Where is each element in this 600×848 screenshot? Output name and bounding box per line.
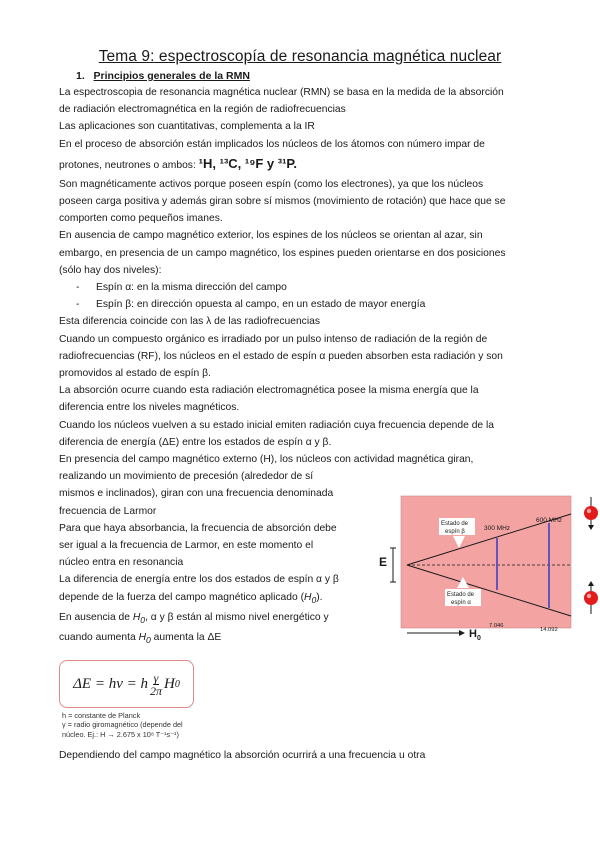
h0-axis-label: H — [469, 628, 477, 640]
energy-formula — [60, 661, 193, 707]
note-line: γ = radio giromagnético (depende del — [62, 720, 183, 730]
text-span: cuando aumenta — [59, 632, 139, 644]
formula-numerator: γ — [153, 670, 159, 685]
text-line: diferencia de energía (ΔE) entre los estados de espín α y β. — [59, 436, 332, 448]
text-line: Para que haya absorbancia, la frecuencia de absorción debe — [59, 522, 337, 534]
list-dash: - — [76, 282, 80, 294]
note-line: h = constante de Planck — [62, 711, 141, 720]
text-line: En presencia del campo magnético externo (H), los núcleos con actividad magnética giran, — [59, 454, 474, 466]
text-span: aumenta la ΔE — [150, 632, 222, 644]
text-span: depende de la fuerza del campo magnético aplicado ( — [59, 591, 304, 603]
alpha-label-line1: Estado de — [447, 592, 475, 598]
beta-label-line2: espín β — [445, 529, 465, 535]
text-line: diferencia entre los niveles magnéticos. — [59, 402, 240, 414]
list-item — [59, 279, 539, 296]
text-line: mismos e inclinados), giran con una frecuencia denominada — [59, 488, 334, 500]
formula-denominator: 2π — [150, 683, 163, 698]
beta-label-line1: Estado de — [441, 521, 469, 527]
nuclei-list: ¹H, ¹³C, ¹⁹F y ³¹P. — [198, 155, 298, 171]
text-line — [59, 153, 539, 176]
text-line: poseen carga positiva y además giran sobre sí mismos (movimiento de rotación) que hace que se — [59, 196, 506, 208]
formula-lhs: ΔE = hν = h — [73, 675, 148, 692]
freq-300-label: 300 MHz — [484, 525, 511, 532]
text-span: , α y β están al mismo nivel energético y — [145, 611, 329, 623]
text-line: embargo, en presencia de un campo magnético, los espines pueden orientarse en dos posiciones — [59, 247, 506, 259]
text-span: ). — [316, 591, 323, 603]
text-line: radiofrecuencias (RF), los núcleos en el estado de espín α pueden absorben esta radiación y son — [59, 350, 503, 362]
text-line: En ausencia de campo magnético exterior, los espines de los núcleos se orientan al azar, sin — [59, 230, 483, 242]
text-line: La absorción ocurre cuando esta radiación electromagnética posee la misma energía que la — [59, 385, 479, 397]
text-line: La diferencia de energía entre los dos estados de espín α y β — [59, 574, 339, 586]
text-line: promovidos al estado de espín β. — [59, 368, 211, 380]
formula-box — [59, 660, 194, 708]
h0-symbol: $H_0$ — [304, 591, 317, 605]
text-line: Cuando un compuesto orgánico es irradiado por un pulso intenso de radiación de la región de — [59, 333, 488, 345]
formula-rhs: H — [164, 675, 175, 692]
freq-600-label: 600 MHz — [536, 517, 563, 524]
section-number: 1. — [76, 70, 85, 82]
h0-symbol: $H_0$ — [132, 611, 146, 625]
section-heading — [76, 70, 250, 82]
text-line: (sólo hay dos niveles): — [59, 264, 162, 276]
list-item-text: Espín α: en la misma dirección del campo — [96, 282, 287, 294]
text-line: comporten como pequeños imanes. — [59, 213, 223, 225]
alpha-label-line2: espín α — [451, 600, 471, 606]
spin-alpha-icon — [584, 581, 598, 614]
h0-symbol: $H_0$ — [138, 632, 151, 646]
formula-sub: 0 — [174, 678, 180, 690]
list-item-text: Espín β: en dirección opuesta al campo, en un estado de mayor energía — [96, 299, 426, 311]
text-line: La espectroscopia de resonancia magnética nuclear (RMN) se basa en la medida de la absorción — [59, 87, 504, 98]
page-title: Tema 9: espectroscopía de resonancia magnética nuclear — [98, 48, 502, 65]
text-line: frecuencia de Larmor — [59, 505, 157, 517]
text-line: Son magnéticamente activos porque poseen espín (como los electrones), ya que los núcleos — [59, 178, 484, 190]
formula-fraction — [150, 672, 162, 697]
note-line: núcleo. Ej.: H → 2.675 x 10⁸ T⁻¹s⁻¹) — [62, 729, 179, 739]
text-line — [59, 629, 359, 649]
text-line: En el proceso de absorción están implicados los núcleos de los átomos con número impar de — [59, 138, 485, 150]
list-item — [59, 296, 539, 313]
text-line — [59, 589, 359, 609]
text-line: de radiación electromagnética en la región de radiofrecuencias — [59, 104, 346, 116]
tick-14092: 14.092 — [540, 627, 558, 633]
text-line: realizando un movimiento de precesión (alrededor de sí — [59, 471, 314, 483]
text-line — [59, 609, 359, 629]
final-sentence: Dependiendo del campo magnético la absorción ocurrirá a una frecuencia u otra — [59, 750, 426, 761]
text-span: En ausencia de — [59, 611, 133, 623]
h0-axis-arrowhead — [459, 630, 465, 636]
text-line: Esta diferencia coincide con las λ de las radiofrecuencias — [59, 316, 320, 328]
energy-diagram — [373, 492, 598, 642]
list-dash: - — [76, 299, 80, 311]
text-line: núcleo entra en resonancia — [59, 557, 184, 569]
text-span: protones, neutrones o ambos: — [59, 159, 199, 171]
tick-7046: 7.046 — [489, 623, 504, 629]
formula-notes — [62, 711, 183, 739]
h0-axis-label-sub: 0 — [477, 635, 481, 642]
text-line: ser igual a la frecuencia de Larmor, en este momento el — [59, 540, 314, 552]
text-line: Las aplicaciones son cuantitativas, complementa a la IR — [59, 121, 315, 133]
section-title: Principios generales de la RMN — [93, 70, 250, 82]
energy-axis-label: E — [379, 555, 388, 569]
spin-beta-icon — [584, 497, 598, 530]
text-line: Cuando los núcleos vuelven a su estado inicial emiten radiación cuya frecuencia depende de la — [59, 419, 495, 431]
